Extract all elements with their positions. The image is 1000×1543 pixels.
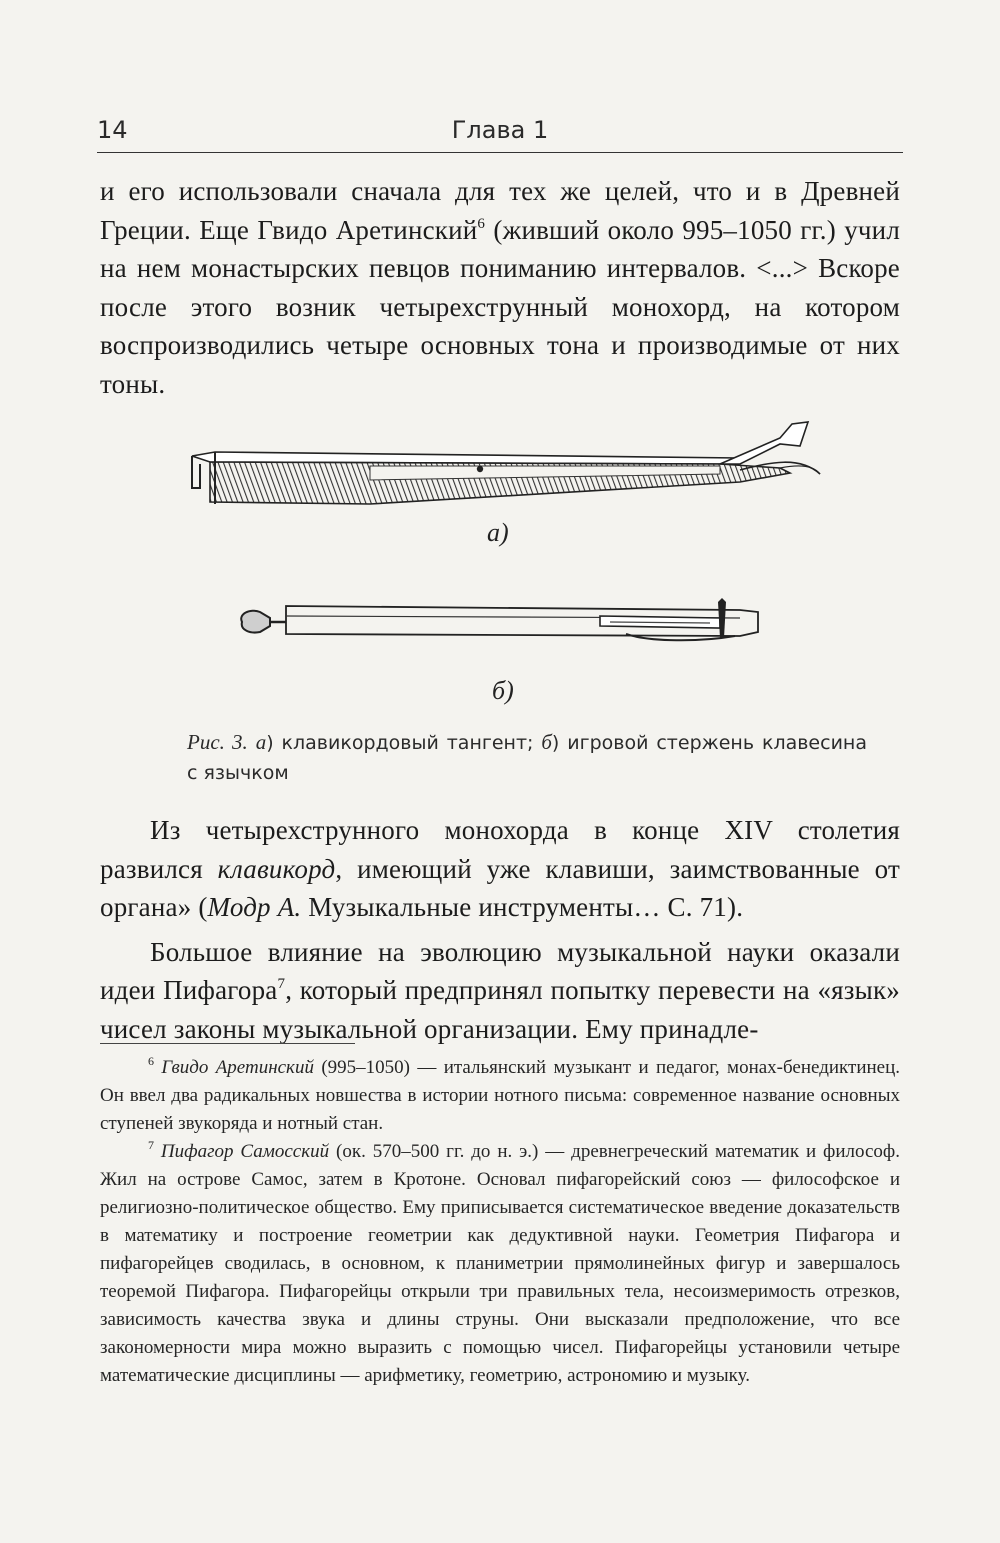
footnote-6: $^6$ Гвидо Аретинский (995–1050) — итальянский музыкант и педагог, монах-бенедиктинец. Он ввел два радикальных новшества в истории нотного письма: современное название основных ступеней звукоряда и нотный стан.	[100, 1054, 901, 1134]
running-head	[97, 116, 903, 153]
footnote-ref-6[interactable]: 6	[477, 215, 486, 232]
footnotes	[100, 1054, 900, 1390]
paragraph-3: Большое влияние на эволюцию музыкальной науки оказали идеи Пифагора$^7$, который предпринял попытку перевести на «язык» чисел законы музыкальной организации. Ему принадле-	[100, 936, 900, 1044]
page-number: 14	[97, 116, 128, 144]
figure-a-label: а)	[487, 518, 509, 547]
paragraph-2: Из четырехструнного монохорда в конце XIV столетия развился клавикорд, имеющий уже клавиши, заимствованные от органа» (Модр А. Музыкальные инструменты… С. 71).	[100, 815, 900, 922]
chapter-title: Глава 1	[451, 116, 549, 144]
figure-b-harpsichord-jack	[230, 588, 770, 648]
footnote-7: $^7$ Пифагор Самосский (ок. 570–500 гг. до н. э.) — древнегреческий математик и философ. Жил на острове Самос, затем в Кротоне. Основал пифагорейский союз — философское и религиозно-политическое общество. Ему приписывается систематическое введение доказательств в математику и построение геометрии как дедуктивной науки. Геометрия Пифагора и пифагорейцев сводилась, в основном, к планиметрии прямолинейных фигур и завершалось теоремой Пифагора. Пифагорейцы открыли три правильных тела, несоизмеримость отрезков, зависимость качества звука и длины струны. Они высказали предположение, что все закономерности мира можно выразить с помощью чисел. Пифагорейцы установили четыре математические дисциплины — арифметику, геометрию, астрономию и музыку.	[100, 1138, 900, 1386]
figure-a-clavichord-tangent	[180, 418, 830, 518]
footnote-ref-7[interactable]: 7	[277, 976, 286, 992]
paragraph-1: и его использовали сначала для тех же целей, что и в Древней Греции. Еще Гвидо Аретинский$^6$ (живший около 995–1050 гг.) учил на нем монастырских певцов пониманию интервалов. <...> Вскоре после этого возник четырехструнный монохорд, на котором воспроизводились четыре основных тона и производимые от них тоны.	[100, 176, 900, 399]
footnote-divider	[100, 1043, 355, 1044]
figure-caption: Рис. 3. а) клавикордовый тангент; б) игровой стержень клавесина с язычком	[187, 730, 867, 784]
body-text-lower	[100, 811, 900, 1048]
figure-b-label: б)	[492, 676, 514, 705]
